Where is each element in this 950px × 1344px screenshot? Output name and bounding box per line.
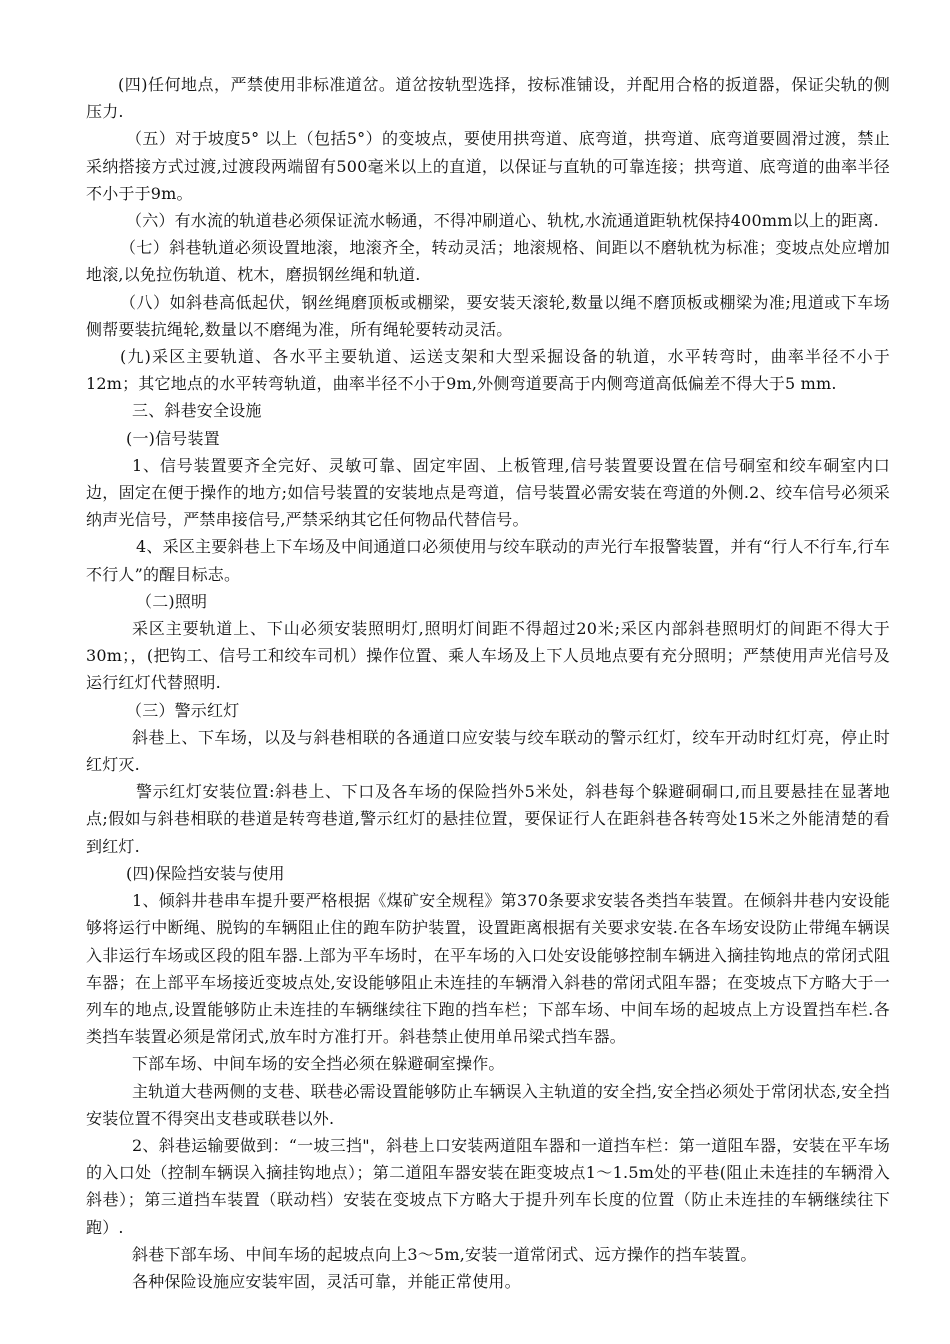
paragraph-water-flow: （六）有水流的轨道巷必须保证流水畅通，不得冲刷道心、轨枕,水流通道距轨枕保持400mm以上的距离.	[126, 211, 879, 231]
paragraph-warning-alarm: 4、采区主要斜巷上下车场及中间通道口必须使用与绞车联动的声光行车报警装置，并有“行人不行车,行车不行人”的醒目标志。	[86, 537, 890, 584]
paragraph-main-roadway-stops: 主轨道大巷两侧的支巷、联巷必需设置能够防止车辆误入主轨道的安全挡,安全挡必须处于常闭状态,安全挡安装位置不得突出支巷或联巷以外.	[86, 1081, 890, 1128]
paragraph-installation-requirement: 各种保险设施应安装牢固，灵活可靠，并能正常使用。	[132, 1271, 521, 1291]
paragraph-slope-change-point: （五）对于坡度5° 以上（包括5°）的变坡点，要使用拱弯道、底弯道，拱弯道、底弯道要圆滑过渡，禁止采纳搭接方式过渡,过渡段两端留有500毫米以上的直道，以保证与直轨的可靠连接；拱弯道、底弯道的曲率半径不小于于9m。	[86, 129, 890, 203]
subheading-signal-devices: (一)信号装置	[126, 428, 220, 448]
subheading-warning-red-light: （三）警示红灯	[126, 700, 240, 720]
paragraph-one-slope-three-stops: 2、斜巷运输要做到：“一坡三挡"，斜巷上口安装两道阻车器和一道挡车栏：第一道阻车器，安装在平车场的入口处（控制车辆误入摘挂钩地点）；第二道阻车器安装在距变坡点1～1.5m处的平巷(阻止未连挂的车辆滑入斜巷）；第三道挡车装置（联动档）安装在变坡点下方略大于提升列车长度的位置（防止未连挂的车辆继续往下跑）.	[86, 1135, 890, 1237]
subheading-lighting: （二)照明	[136, 591, 208, 611]
subheading-safety-stops: (四)保险挡安装与使用	[126, 863, 285, 883]
paragraph-ground-rollers: （七）斜巷轨道必须设置地滚，地滚齐全，转动灵活；地滚规格、间距以不磨轨枕为标准；变坡点处应增加地滚,以免拉伤轨道、枕木，磨损钢丝绳和轨道.	[86, 238, 890, 285]
paragraph-switch-standard: (四)任何地点，严禁使用非标准道岔。道岔按轨型选择，按标准铺设，并配用合格的扳道器，保证尖轨的侧压力.	[86, 75, 890, 122]
paragraph-curve-radius: (九)采区主要轨道、各水平主要轨道、运送支架和大型采掘设备的轨道，水平转弯时，曲率半径不小于12m；其它地点的水平转弯轨道，曲率半径不小于9m,外侧弯道要高于内侧弯道高低偏差不得大于5 mm.	[86, 347, 890, 394]
paragraph-top-rollers: （八）如斜巷高低起伏，钢丝绳磨顶板或棚梁，要安装天滚轮,数量以绳不磨顶板或棚梁为准;甩道或下车场侧帮要装抗绳轮,数量以不磨绳为准，所有绳轮要转动灵活。	[86, 292, 890, 339]
paragraph-red-light-linkage: 斜巷上、下车场，以及与斜巷相联的各通道口应安装与绞车联动的警示红灯，绞车开动时红灯亮，停止时红灯灭.	[86, 727, 890, 775]
document-page	[86, 71, 890, 1295]
paragraph-lower-yard-device: 斜巷下部车场、中间车场的起坡点向上3～5m,安装一道常闭式、远方操作的挡车装置。	[132, 1244, 757, 1264]
paragraph-lower-yard-stops: 下部车场、中间车场的安全挡必须在躲避硐室操作。	[132, 1054, 505, 1074]
paragraph-signal-devices: 1、信号装置要齐全完好、灵敏可靠、固定牢固、上板管理,信号装置要设置在信号硐室和绞车硐室内口边，固定在便于操作的地方;如信号装置的安装地点是弯道，信号装置必需安装在弯道的外侧.2、绞车信号必须采纳声光信号，严禁串接信号,严禁采纳其它任何物品代替信号。	[86, 455, 890, 530]
section-heading-safety-facilities: 三、斜巷安全设施	[132, 401, 262, 421]
paragraph-stop-devices: 1、倾斜井巷串车提升要严格根据《煤矿安全规程》第370条要求安装各类挡车装置。在倾斜井巷内安设能够将运行中断绳、脱钩的车辆阻止住的跑车防护装置，设置距离根据有关要求安装.在各车场安设防止带绳车辆误入非运行车场或区段的阻车器.上部为平车场时，在平车场的入口处安设能够控制车辆进入摘挂钩地点的常闭式阻车器；在上部平车场接近变坡点处,安设能够阻止未连挂的车辆滑入斜巷的常闭式阻车器；在变坡点下方略大于一列车的地点,设置能够防止未连挂的车辆继续往下跑的挡车栏；下部车场、中间车场的起坡点上方设置挡车栏.各类挡车装置必须是常闭式,放车时方准打开。斜巷禁止使用单吊梁式挡车器。	[86, 891, 890, 1047]
paragraph-lighting: 采区主要轨道上、下山必须安装照明灯,照明灯间距不得超过20米;采区内部斜巷照明灯的间距不得大于30m；，(把钩工、信号工和绞车司机）操作位置、乘人车场及上下人员地点要有充分照明；严禁使用声光信号及运行红灯代替照明.	[86, 619, 890, 693]
paragraph-red-light-position: 警示红灯安装位置:斜巷上、下口及各车场的保险挡外5米处，斜巷每个躲避硐硐口,而且要悬挂在显著地点;假如与斜巷相联的巷道是转弯巷道,警示红灯的悬挂位置，要保证行人在距斜巷各转弯处15米之外能清楚的看到红灯.	[86, 782, 890, 856]
